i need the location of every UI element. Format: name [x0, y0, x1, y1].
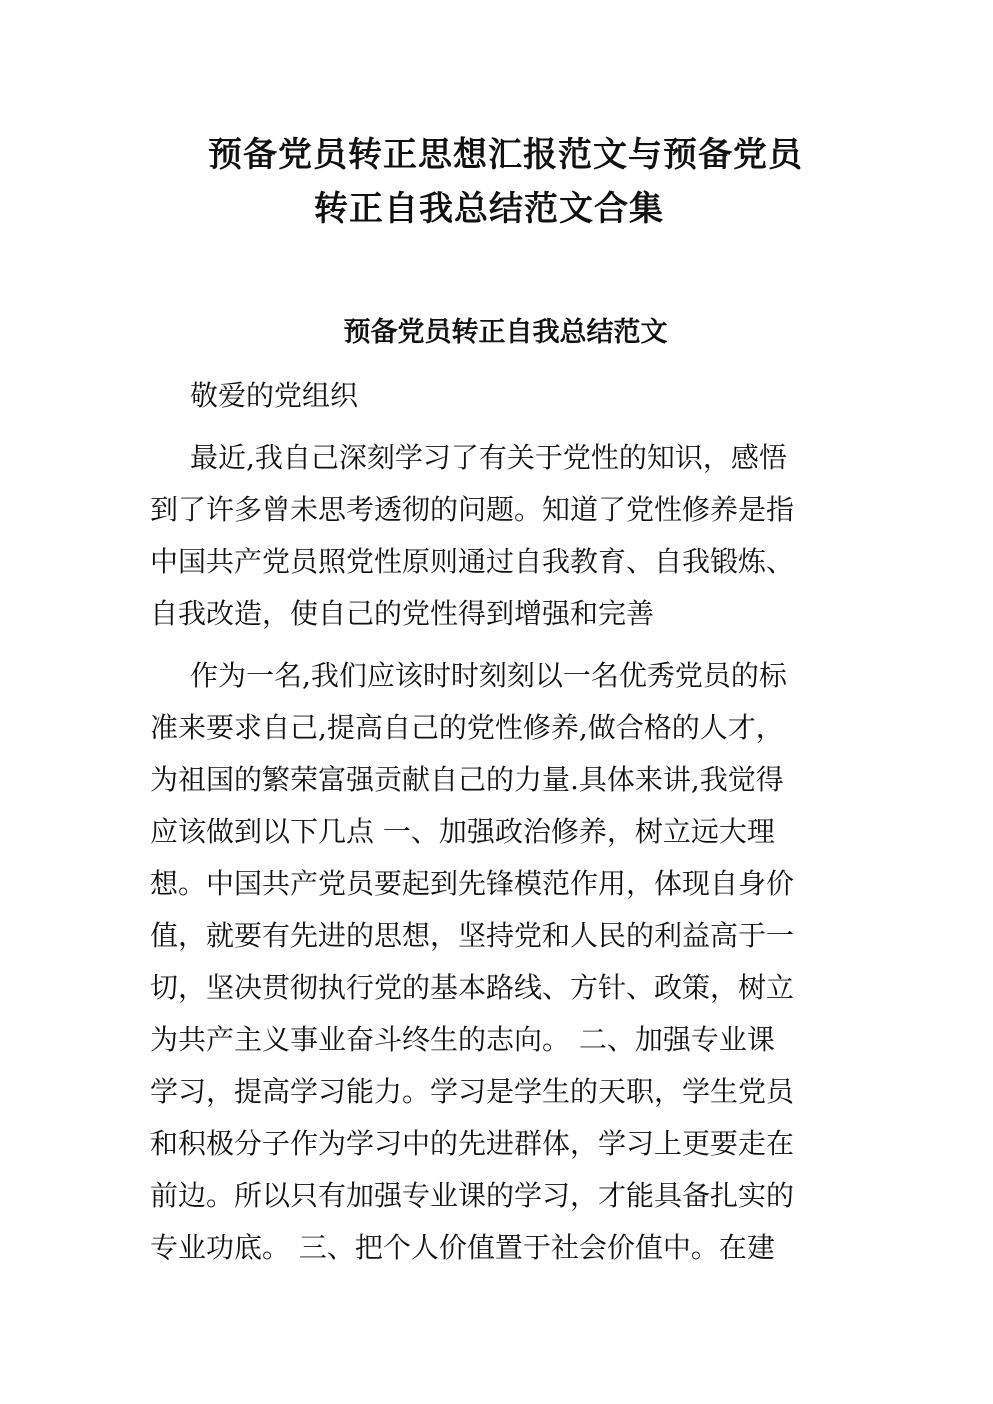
paragraph-line: 到了许多曾未思考透彻的问题。知道了党性修养是指 — [150, 493, 795, 526]
paragraph-line: 和积极分子作为学习中的先进群体，学习上更要走在 — [150, 1127, 795, 1160]
document-body — [150, 370, 843, 1274]
section-subtitle: 预备党员转正自我总结范文 — [343, 317, 668, 348]
paragraph-1 — [150, 432, 843, 640]
paragraph-line: 为祖国的繁荣富强贡献自己的力量.具体来讲,我觉得 — [150, 763, 784, 796]
paragraph-line: 为共产主义事业奋斗终生的志向。 二、加强专业课 — [150, 1023, 775, 1056]
paragraph-line: 值，就要有先进的思想，坚持党和人民的利益高于一 — [150, 919, 795, 952]
paragraph-2 — [150, 650, 843, 1274]
paragraph-line: 应该做到以下几点 一、加强政治修养，树立远大理 — [150, 815, 775, 848]
paragraph-line: 学习，提高学习能力。学习是学生的天职，学生党员 — [150, 1075, 795, 1108]
paragraph-line: 最近,我自己深刻学习了有关于党性的知识，感悟 — [190, 441, 787, 474]
paragraph-line: 中国共产党员照党性原则通过自我教育、自我锻炼、 — [150, 545, 795, 578]
paragraph-line: 准来要求自己,提高自己的党性修养,做合格的人才， — [150, 711, 784, 744]
paragraph-gap — [150, 640, 843, 650]
paragraph-line: 自我改造，使自己的党性得到增强和完善 — [150, 597, 655, 630]
paragraph-line: 想。中国共产党员要起到先锋模范作用，体现自身价 — [150, 867, 795, 900]
paragraph-line: 作为一名,我们应该时时刻刻以一名优秀党员的标 — [190, 659, 787, 692]
paragraph-line: 切，坚决贯彻执行党的基本路线、方针、政策，树立 — [150, 971, 795, 1004]
paragraph-line: 前边。所以只有加强专业课的学习，才能具备扎实的 — [150, 1179, 795, 1212]
paragraph-gap — [150, 422, 843, 432]
title-line-1: 预备党员转正思想汇报范文与预备党员 — [208, 135, 803, 175]
title-line-2: 转正自我总结范文合集 — [314, 189, 664, 229]
document-title — [150, 128, 843, 236]
salutation: 敬爱的党组织 — [190, 379, 359, 412]
paragraph-line: 专业功底。 三、把个人价值置于社会价值中。在建 — [150, 1231, 775, 1264]
